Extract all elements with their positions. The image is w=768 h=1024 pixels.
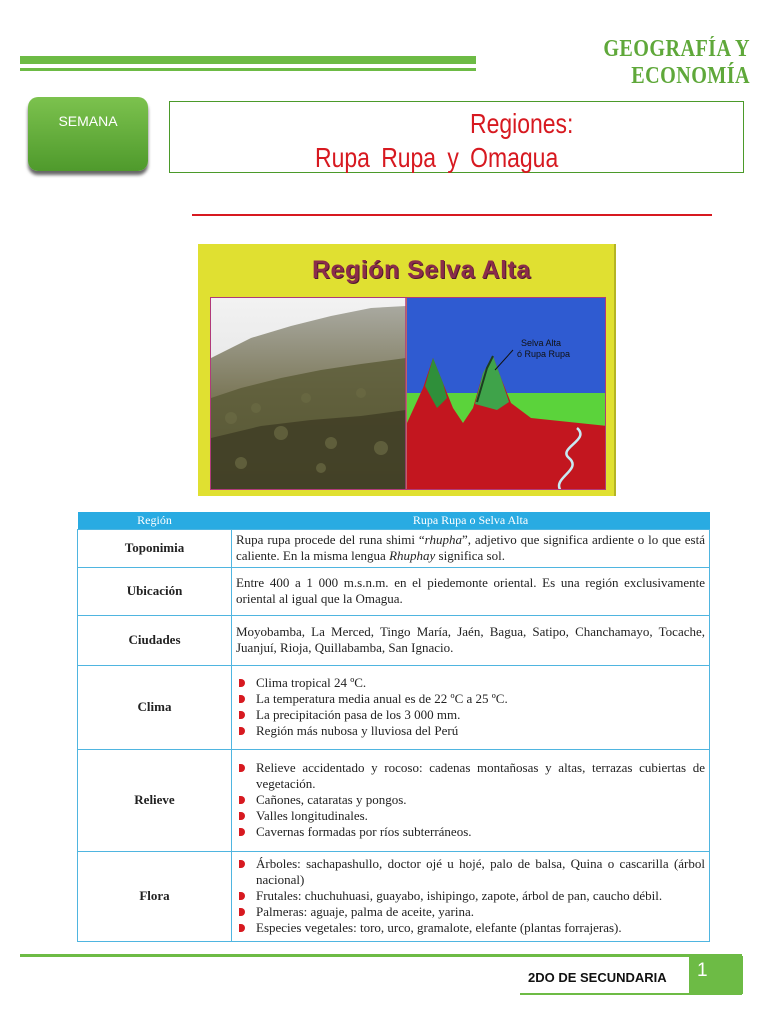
title-box (169, 101, 744, 173)
list-item: Relieve accidentado y rocoso: cadenas montañosas y altas, terrazas cubiertas de vegetación. (236, 760, 705, 792)
footer-underline (520, 993, 742, 995)
col-header-region: Región (78, 512, 232, 529)
bullet-icon (239, 764, 245, 772)
list-item: Especies vegetales: toro, urco, gramalote, elefante (plantas forrajeras). (236, 920, 705, 936)
illustration-title: Región Selva Alta (312, 256, 531, 284)
page-subtitle: Rupa Rupa y Omagua (315, 142, 559, 173)
page-number: 1 (689, 956, 743, 994)
bullet-icon (239, 860, 245, 868)
bullet-icon (239, 695, 245, 703)
semana-label: SEMANA (58, 113, 118, 129)
region-illustration (198, 244, 616, 496)
table-row-toponimia (78, 529, 710, 567)
list-item: Clima tropical 24 ºC. (236, 675, 705, 691)
row-content-relieve (232, 749, 710, 851)
row-label-ciudades: Ciudades (78, 615, 232, 665)
bullet-icon (239, 796, 245, 804)
subject-title: GEOGRAFÍA Y ECONOMÍA (603, 36, 750, 89)
footer-bar (20, 954, 742, 957)
semana-badge (28, 97, 148, 171)
list-item: Valles longitudinales. (236, 808, 705, 824)
bullet-icon (239, 924, 245, 932)
bullet-icon (239, 892, 245, 900)
bullet-icon (239, 727, 245, 735)
list-item: Árboles: sachapashullo, doctor ojé u hojé, palo de balsa, Quina o cascarilla (árbol nacional) (236, 856, 705, 888)
row-label-toponimia: Toponimia (78, 529, 232, 567)
list-item: Cavernas formadas por ríos subterráneos. (236, 824, 705, 840)
divider-line (192, 214, 712, 216)
bullet-icon (239, 828, 245, 836)
grade-label: 2DO DE SECUNDARIA (528, 970, 667, 985)
row-content-toponimia: Rupa rupa procede del runa shimi “rhupha”, adjetivo que significa ardiente o lo que está caliente. En la misma lengua Rhuphay significa sol. (232, 529, 710, 567)
row-label-relieve: Relieve (78, 749, 232, 851)
table-row-flora (78, 851, 710, 941)
diagram-label-2: ó Rupa Rupa (517, 349, 571, 359)
row-content-clima (232, 665, 710, 749)
col-header-rupa-rupa: Rupa Rupa o Selva Alta (232, 512, 710, 529)
landscape-graphic (211, 298, 606, 490)
table-row-ciudades (78, 615, 710, 665)
bullet-icon (239, 908, 245, 916)
list-item: La precipitación pasa de los 3 000 mm. (236, 707, 705, 723)
list-item: Palmeras: aguaje, palma de aceite, yarina. (236, 904, 705, 920)
row-content-flora (232, 851, 710, 941)
header-bar (20, 56, 476, 64)
row-label-ubicacion: Ubicación (78, 567, 232, 615)
row-label-clima: Clima (78, 665, 232, 749)
bullet-icon (239, 812, 245, 820)
diagram-label-1: Selva Alta (521, 338, 562, 348)
row-content-ciudades: Moyobamba, La Merced, Tingo María, Jaén, Bagua, Satipo, Chanchamayo, Tocache, Juanjuí, Rioja, Quillabamba, San Ignacio. (232, 615, 710, 665)
bullet-icon (239, 679, 245, 687)
list-item: Cañones, cataratas y pongos. (236, 792, 705, 808)
table-row-relieve (78, 749, 710, 851)
bullet-icon (239, 711, 245, 719)
page-title: Regiones: (470, 108, 574, 139)
table-row-clima (78, 665, 710, 749)
list-item: Región más nubosa y lluviosa del Perú (236, 723, 705, 739)
illustration-frame (210, 297, 606, 490)
row-content-ubicacion: Entre 400 a 1 000 m.s.n.m. en el piedemonte oriental. Es una región exclusivamente oriental al igual que la Omagua. (232, 567, 710, 615)
list-item: Frutales: chuchuhuasi, guayabo, ishipingo, zapote, árbol de pan, caucho débil. (236, 888, 705, 904)
header-bar-thin (20, 68, 476, 71)
region-table (77, 512, 710, 942)
list-item: La temperatura media anual es de 22 ºC a 25 ºC. (236, 691, 705, 707)
table-row-ubicacion (78, 567, 710, 615)
row-label-flora: Flora (78, 851, 232, 941)
